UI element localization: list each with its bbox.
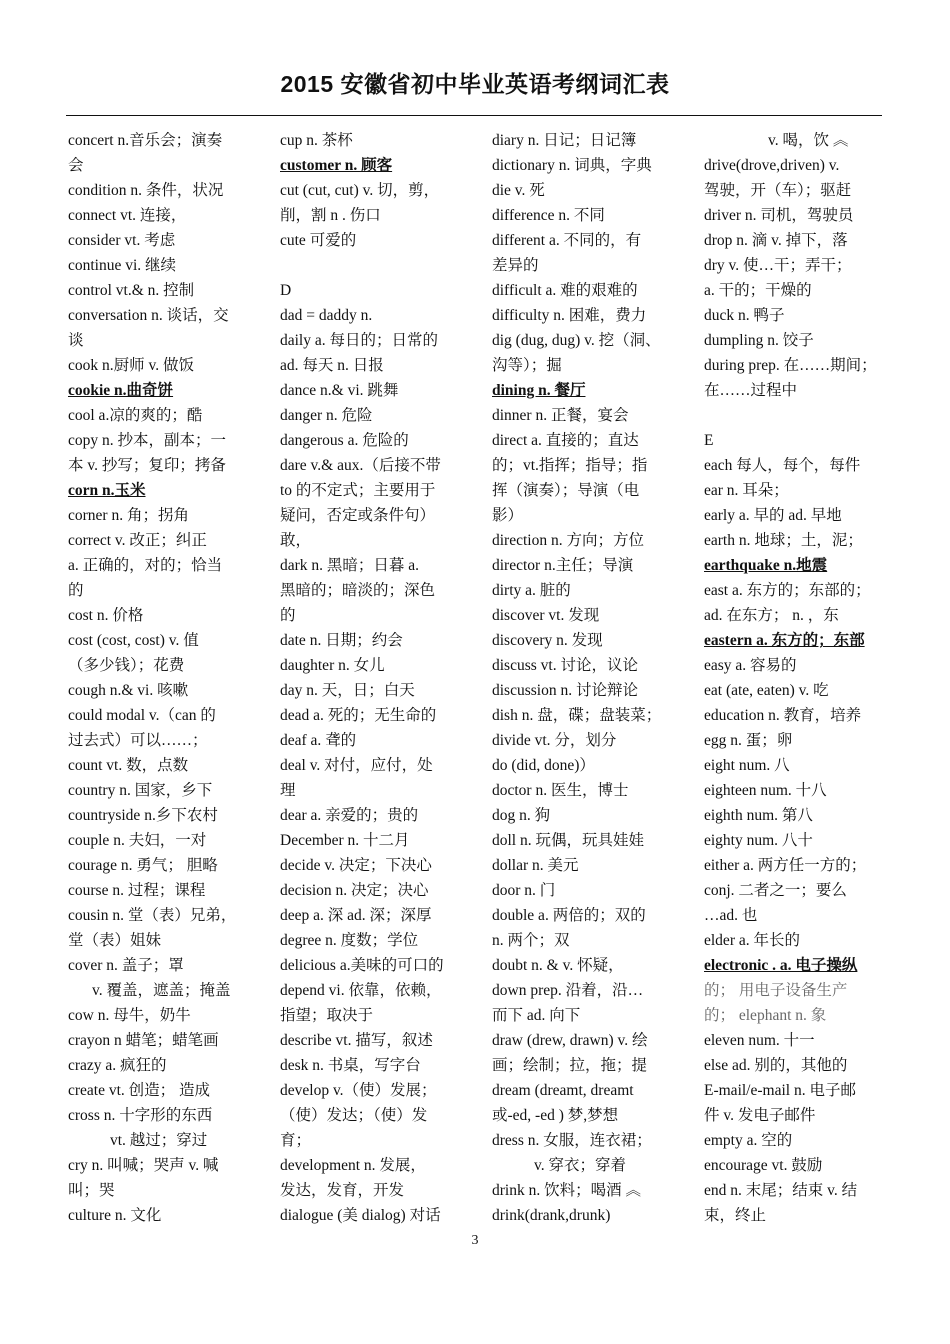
vocab-line: cup n. 茶杯: [280, 132, 353, 149]
vocab-line: day n. 天，日；白天: [280, 682, 415, 699]
vocab-line: dark n. 黑暗；日暮 a.: [280, 557, 420, 574]
vocab-line: （多少钱）；花费: [68, 657, 185, 674]
vocab-line: dress n. 女服，连衣裙；: [492, 1132, 652, 1149]
vocab-line: deep a. 深 ad. 深；深厚: [280, 907, 432, 924]
vocab-line: 理: [280, 782, 296, 799]
vocab-line: difficult a. 难的艰难的: [492, 282, 638, 299]
vocab-line: v. 覆盖，遮盖；掩盖: [92, 982, 231, 999]
vocab-line: double a. 两倍的；双的: [492, 907, 646, 924]
vocab-line: conversation n. 谈话，交: [68, 307, 229, 324]
vocab-line: course n. 过程；课程: [68, 882, 206, 899]
vocab-line: 在……过程中: [704, 382, 798, 399]
vocab-line: 的: [68, 582, 84, 599]
vocab-line: dad = daddy n.: [280, 307, 373, 324]
vocab-line: v. 喝，饮 ︽: [768, 132, 849, 149]
vocab-line: 育；: [280, 1132, 312, 1149]
vocab-line: cookie n.曲奇饼: [68, 382, 174, 399]
vocab-line: ear n. 耳朵；: [704, 482, 789, 499]
vocab-line: courage n. 勇气； 胆略: [68, 857, 218, 874]
vocab-line: 或-ed, -ed ) 梦,梦想: [492, 1107, 619, 1124]
vocab-line: cow n. 母牛，奶牛: [68, 1007, 191, 1024]
vocab-line: ad. 在东方； n. ，东: [704, 607, 839, 624]
vocab-line: cousin n. 堂（表）兄弟，: [68, 907, 237, 924]
vocab-line: doubt n. & v. 怀疑，: [492, 957, 624, 974]
page-number: 3: [471, 1233, 479, 1248]
vocab-column-2: [280, 128, 470, 1228]
vocab-line: December n. 十二月: [280, 832, 410, 849]
vocab-line: cost (cost, cost) v. 值: [68, 632, 199, 649]
vocab-line: empty a. 空的: [704, 1132, 793, 1149]
vocab-line: 谈: [68, 332, 84, 349]
vocab-line: easy a. 容易的: [704, 657, 797, 674]
vocab-column-3: [492, 128, 682, 1228]
vocab-line: continue vi. 继续: [68, 257, 177, 274]
vocab-line: 发达，发育，开发: [280, 1182, 405, 1199]
vocab-line: eastern a. 东方的；东部: [704, 632, 865, 649]
vocab-line: date n. 日期；约会: [280, 632, 403, 649]
vocab-line: n. 两个；双: [492, 932, 570, 949]
vocab-line: eighty num. 八十: [704, 832, 813, 849]
vocab-line: encourage vt. 鼓励: [704, 1157, 823, 1174]
vocab-line: culture n. 文化: [68, 1207, 162, 1224]
vocab-line: dear a. 亲爱的；贵的: [280, 807, 419, 824]
vocab-line: dinner n. 正餐，宴会: [492, 407, 629, 424]
vocab-line: countryside n.乡下农村: [68, 807, 218, 824]
vocab-line: direct a. 直接的；直达: [492, 432, 639, 449]
vocab-line: difficulty n. 困难，费力: [492, 307, 647, 324]
vocab-line: concert n.音乐会；演奏: [68, 132, 223, 149]
vocab-line: 疑问，否定或条件句）: [280, 507, 436, 524]
vocab-line: do (did, done)）: [492, 757, 595, 774]
vocab-line: dollar n. 美元: [492, 857, 579, 874]
page-title: 2015 安徽省初中毕业英语考纲词汇表: [280, 71, 670, 97]
vocab-line: 画；绘制；拉，拖；提: [492, 1057, 648, 1074]
vocab-line: cool a.凉的爽的；酷: [68, 407, 203, 424]
vocab-line: a. 正确的，对的；恰当: [68, 557, 223, 574]
vocab-line: dirty a. 脏的: [492, 582, 571, 599]
vocab-line: dare v.& aux.（后接不带: [280, 457, 441, 474]
vocab-line: conj. 二者之一；要么: [704, 882, 847, 899]
vocab-line: dangerous a. 危险的: [280, 432, 409, 449]
vocab-line: 的； 用电子设备生产: [704, 982, 848, 999]
vocab-line: dig (dug, dug) v. 挖（洞、: [492, 332, 661, 349]
vocab-line: cut (cut, cut) v. 切，剪，: [280, 182, 440, 199]
vocab-line: eighteen num. 十八: [704, 782, 827, 799]
vocab-line: delicious a.美味的可口的: [280, 957, 444, 974]
vocab-line: drop n. 滴 v. 掉下，落: [704, 232, 848, 249]
vocab-line: either a. 两方任一方的；: [704, 857, 867, 874]
vocab-line: decision n. 决定；决心: [280, 882, 429, 899]
vocab-line: dumpling n. 饺子: [704, 332, 814, 349]
vocab-line: E-mail/e-mail n. 电子邮: [704, 1082, 856, 1099]
vocab-line: condition n. 条件，状况: [68, 182, 224, 199]
vocab-line: discuss vt. 讨论，议论: [492, 657, 638, 674]
vocab-line: 影）: [492, 507, 524, 524]
vocab-line: to 的不定式；主要用于: [280, 482, 436, 499]
vocab-line: east a. 东方的；东部的；: [704, 582, 871, 599]
vocab-line: 的； elephant n. 象: [704, 1007, 827, 1024]
vocab-line: correct v. 改正；纠正: [68, 532, 207, 549]
vocab-line: crayon n 蜡笔；蜡笔画: [68, 1032, 219, 1049]
vocab-line: 挥（演奏）；导演（电: [492, 482, 640, 499]
vocab-line: discover vt. 发现: [492, 607, 600, 624]
vocab-line: 指望；取决于: [280, 1007, 374, 1024]
vocab-line: duck n. 鸭子: [704, 307, 785, 324]
vocab-line: different a. 不同的，有: [492, 232, 642, 249]
vocab-line: dead a. 死的；无生命的: [280, 707, 437, 724]
vocab-line: diary n. 日记；日记簿: [492, 132, 637, 149]
vocab-line: direction n. 方向；方位: [492, 532, 644, 549]
vocab-line: cook n.厨师 v. 做饭: [68, 357, 194, 374]
vocab-line: cover n. 盖子；罩: [68, 957, 184, 974]
vocab-line: 削，割 n . 伤口: [280, 207, 381, 224]
vocab-line: down prep. 沿着，沿…: [492, 982, 644, 999]
vocab-line: couple n. 夫妇，一对: [68, 832, 207, 849]
vocab-line: eleven num. 十一: [704, 1032, 815, 1049]
vocab-line: discovery n. 发现: [492, 632, 603, 649]
vocab-line: cry n. 叫喊；哭声 v. 喊: [68, 1157, 219, 1174]
vocab-line: dictionary n. 词典，字典: [492, 157, 652, 174]
vocab-line: development n. 发展，: [280, 1157, 426, 1174]
vocab-line: [280, 253, 470, 278]
vocab-line: dialogue (美 dialog) 对话: [280, 1207, 441, 1224]
vocab-line: [704, 403, 896, 428]
vocab-line: cough n.& vi. 咳嗽: [68, 682, 189, 699]
vocab-line: drink n. 饮料；喝酒 ︽: [492, 1182, 641, 1199]
vocab-line: develop v.（使）发展；: [280, 1082, 437, 1099]
vocab-line: danger n. 危险: [280, 407, 373, 424]
vocab-line: doll n. 玩偶，玩具娃娃: [492, 832, 644, 849]
vocab-line: 驾驶，开（车）；驱赶: [704, 182, 852, 199]
vocab-line: earth n. 地球；土，泥；: [704, 532, 863, 549]
vocab-line: eat (ate, eaten) v. 吃: [704, 682, 829, 699]
vocab-line: electronic . a. 电子操纵: [704, 957, 858, 974]
vocab-line: a. 干的；干燥的: [704, 282, 812, 299]
vocab-line: driver n. 司机，驾驶员: [704, 207, 854, 224]
vocab-line: each 每人，每个，每件: [704, 457, 861, 474]
vocab-line: corner n. 角；拐角: [68, 507, 189, 524]
vocab-line: education n. 教育，培养: [704, 707, 862, 724]
vocab-line: else ad. 别的，其他的: [704, 1057, 848, 1074]
vocab-line: control vt.& n. 控制: [68, 282, 195, 299]
vocab-line: 过去式）可以……；: [68, 732, 208, 749]
vocab-line: director n.主任；导演: [492, 557, 634, 574]
vocab-line: 差异的: [492, 257, 539, 274]
vocab-line: dream (dreamt, dreamt: [492, 1082, 634, 1099]
vocab-line: ad. 每天 n. 日报: [280, 357, 384, 374]
vocab-line: desk n. 书桌，写字台: [280, 1057, 421, 1074]
vocab-line: depend vi. 依靠，依赖，: [280, 982, 442, 999]
vocab-line: deaf a. 聋的: [280, 732, 357, 749]
vocab-line: drink(drank,drunk): [492, 1207, 611, 1224]
vocab-line: copy n. 抄本，副本；一: [68, 432, 227, 449]
vocab-line: crazy a. 疯狂的: [68, 1057, 167, 1074]
vocab-line: connect vt. 连接，: [68, 207, 187, 224]
vocab-line: daily a. 每日的；日常的: [280, 332, 438, 349]
vocab-line: v. 穿衣；穿着: [534, 1157, 626, 1174]
vocab-line: discussion n. 讨论辩论: [492, 682, 638, 699]
vocab-line: eighth num. 第八: [704, 807, 813, 824]
vocab-line: D: [280, 282, 292, 299]
vocab-line: customer n. 顾客: [280, 157, 393, 174]
vocab-line: door n. 门: [492, 882, 556, 899]
vocab-line: end n. 末尾；结束 v. 结: [704, 1182, 858, 1199]
vocab-line: decide v. 决定；下决心: [280, 857, 432, 874]
vocab-line: 敢，: [280, 532, 312, 549]
vocab-line: during prep. 在……期间；: [704, 357, 877, 374]
vocab-line: cute 可爱的: [280, 232, 357, 249]
vocab-column-4: [704, 128, 896, 1228]
vocab-line: 的: [280, 607, 296, 624]
vocab-line: count vt. 数，点数: [68, 757, 189, 774]
vocab-line: difference n. 不同: [492, 207, 605, 224]
vocab-line: 而下 ad. 向下: [492, 1007, 581, 1024]
vocab-line: dog n. 狗: [492, 807, 551, 824]
vocab-line: degree n. 度数；学位: [280, 932, 419, 949]
vocab-line: 本 v. 抄写；复印；拷备: [68, 457, 226, 474]
vocab-line: create vt. 创造； 造成: [68, 1082, 211, 1099]
vocab-line: country n. 国家，乡下: [68, 782, 213, 799]
vocab-line: 的；vt.指挥；指导；指: [492, 457, 648, 474]
vocab-line: 堂（表）姐妹: [68, 932, 162, 949]
vocab-line: drive(drove,driven) v.: [704, 157, 840, 174]
vocab-line: early a. 早的 ad. 早地: [704, 507, 842, 524]
vocab-line: E: [704, 432, 714, 449]
vocab-line: doctor n. 医生，博士: [492, 782, 629, 799]
vocab-line: vt. 越过；穿过: [110, 1132, 208, 1149]
vocab-line: 件 v. 发电子邮件: [704, 1107, 816, 1124]
vocab-line: cost n. 价格: [68, 607, 144, 624]
title-divider: [66, 115, 882, 116]
vocab-line: deal v. 对付，应付，处: [280, 757, 433, 774]
vocab-line: cross n. 十字形的东西: [68, 1107, 213, 1124]
vocab-line: eight num. 八: [704, 757, 790, 774]
vocab-line: 黑暗的；暗淡的；深色: [280, 582, 436, 599]
vocab-line: egg n. 蛋；卵: [704, 732, 793, 749]
vocab-line: 沟等）；掘: [492, 357, 562, 374]
vocab-line: （使）发达；（使）发: [280, 1107, 428, 1124]
vocab-line: could modal v.（can 的: [68, 707, 216, 724]
vocab-line: dance n.& vi. 跳舞: [280, 382, 399, 399]
vocab-line: dining n. 餐厅: [492, 382, 586, 399]
vocab-line: describe vt. 描写，叙述: [280, 1032, 433, 1049]
vocab-line: elder a. 年长的: [704, 932, 800, 949]
vocab-line: earthquake n.地震: [704, 557, 828, 574]
vocab-line: die v. 死: [492, 182, 545, 199]
vocab-line: dry v. 使…干；弄干；: [704, 257, 852, 274]
vocab-line: …ad. 也: [704, 907, 758, 924]
vocab-line: 叫；哭: [68, 1182, 115, 1199]
vocab-line: divide vt. 分，划分: [492, 732, 617, 749]
vocab-line: draw (drew, drawn) v. 绘: [492, 1032, 648, 1049]
vocab-line: 会: [68, 157, 84, 174]
vocab-line: dish n. 盘，碟；盘装菜；: [492, 707, 662, 724]
vocab-line: corn n.玉米: [68, 482, 146, 499]
vocab-line: consider vt. 考虑: [68, 232, 176, 249]
vocab-line: 束，终止: [704, 1207, 767, 1224]
vocab-line: daughter n. 女儿: [280, 657, 385, 674]
vocab-column-1: [68, 128, 258, 1228]
